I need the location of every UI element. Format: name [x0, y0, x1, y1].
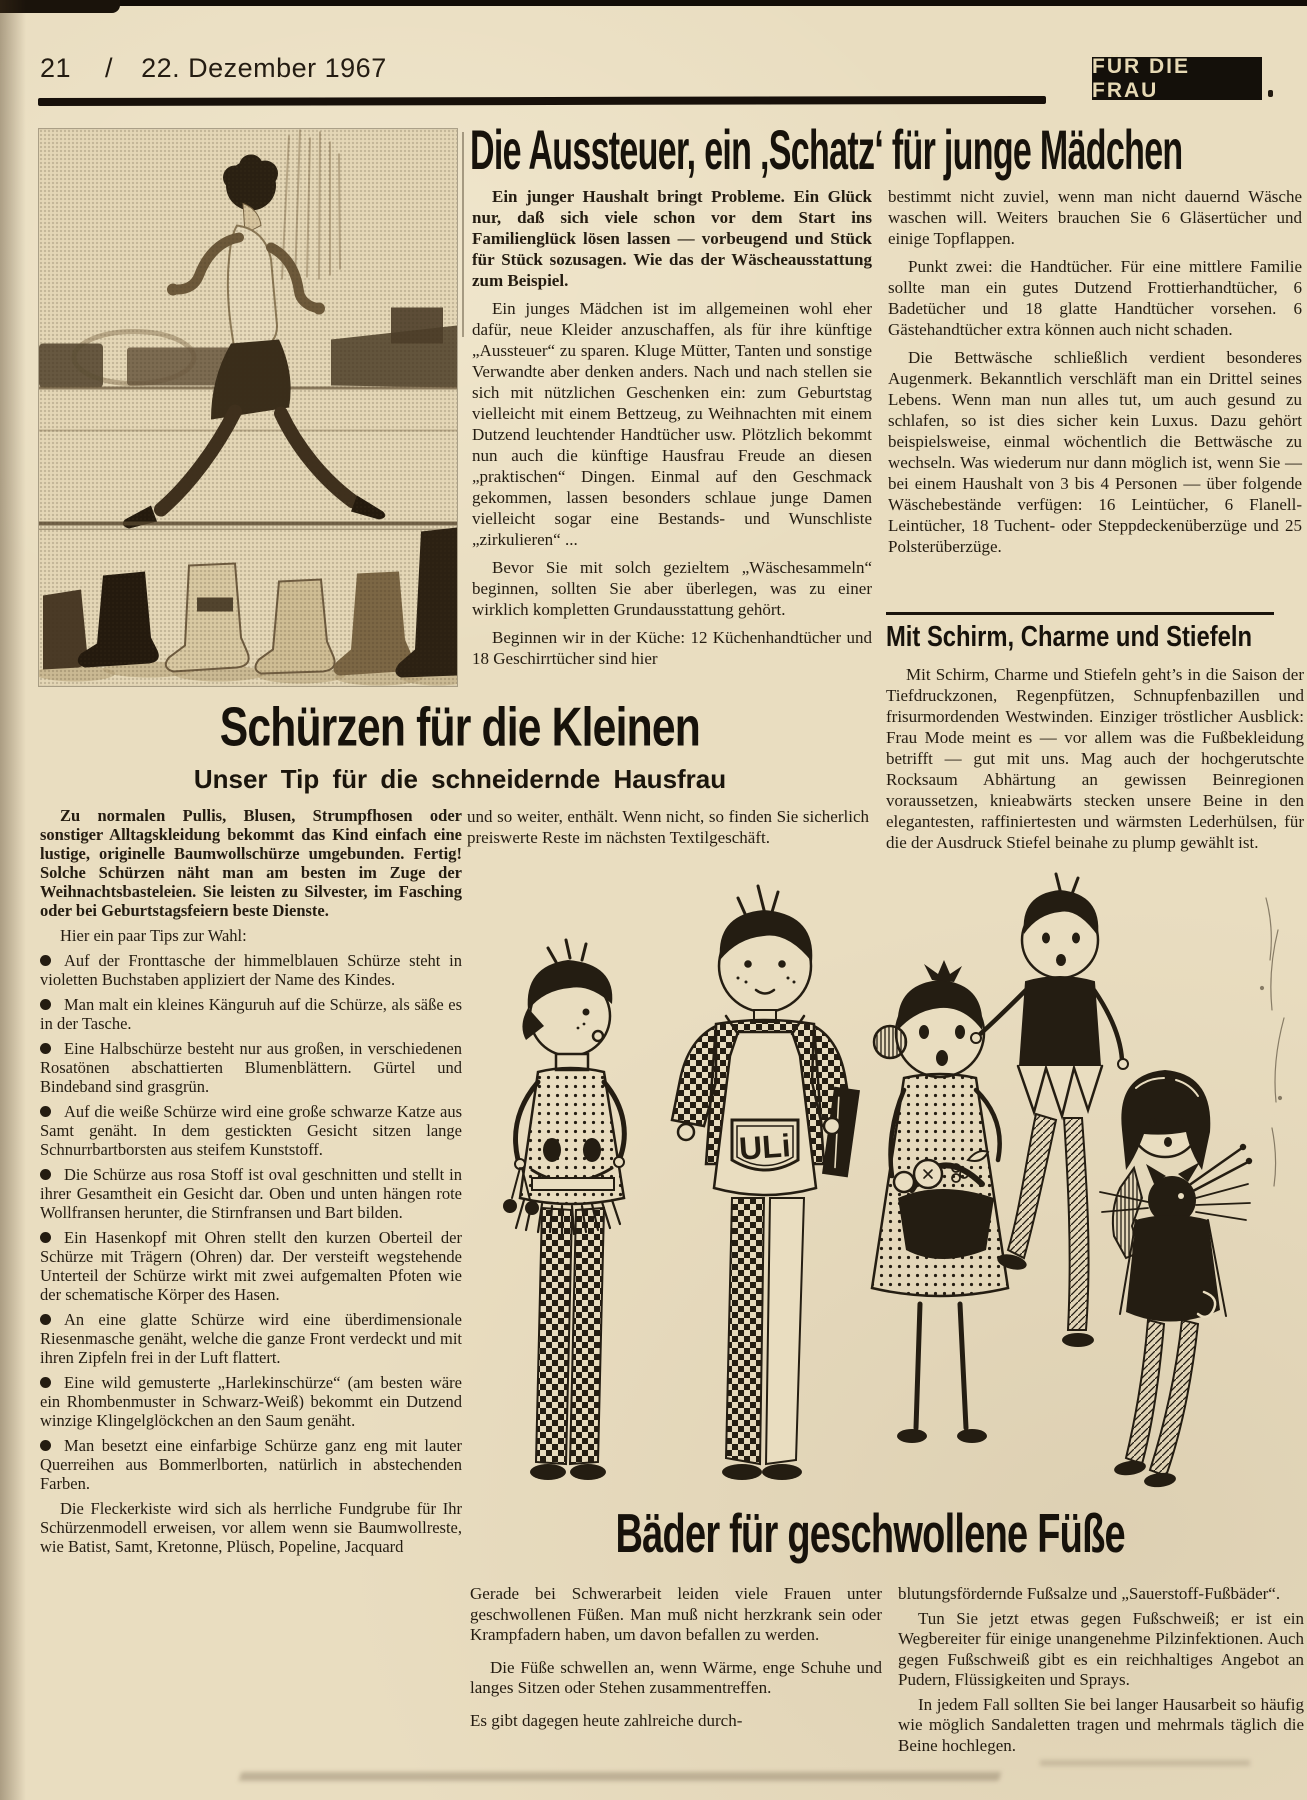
headline-baeder: Bäder für geschwollene Füße [615, 1502, 1125, 1565]
scan-left-shadow [0, 0, 26, 1800]
headline-schuerzen: Schürzen für die Kleinen [219, 696, 701, 759]
boots-photo [38, 128, 458, 687]
badge-period-mark [1268, 90, 1273, 97]
schuerzen-column-left [40, 806, 462, 1562]
aussteuer-column-left [472, 186, 872, 676]
subhead-schuerzen: Unser Tip für die schneidernde Hausfrau [193, 764, 727, 794]
child-boy-uli-apron [672, 886, 860, 1480]
masthead-separator: / [105, 53, 114, 83]
tip-item: Eine Halbschürze besteht nur aus großen, in verschiedenen Rosatönen abschattierten Blumenblättern. Gürtel und Bindeband sind grasgrün. [40, 1039, 462, 1096]
paragraph: bestimmt nicht zuviel, wenn man nicht dauernd Wäsche waschen will. Weiters brauchen Sie 6 Gläsertücher und einige Topflappen. [888, 187, 1302, 248]
headline-schirm: Mit Schirm, Charme und Stiefeln [886, 621, 1253, 653]
children-illustration [420, 868, 1307, 1496]
tip-item: Man malt ein kleines Känguruh auf die Schürze, als säße es in der Tasche. [40, 995, 462, 1033]
paper-scratches [1261, 898, 1285, 1186]
closing-paragraph: Die Fleckerkiste wird sich als herrliche Fundgrube für Ihr Schürzenmodell erweisen, vor allem wenn sie Baumwollreste, wie Batist, Samt, Kretonne, Plüsch, Popeline, Jacquard [40, 1499, 462, 1556]
schuerzen-column-middle [467, 806, 869, 855]
print-bleed-smudge [239, 1772, 1001, 1781]
schirm-column [886, 664, 1304, 860]
tip-item: Die Schürze aus rosa Stoff ist oval geschnitten und stellt in ihrer Gesamtheit ein Gesicht dar. Oben und unten hängen rote Wollfransen herunter, die Stirnfransen und Bart bilden. [40, 1165, 462, 1222]
baeder-column-left [470, 1584, 882, 1743]
tip-item: Ein Hasenkopf mit Ohren stellt den kurzen Oberteil der Schürze mit Trägern (Ohren) dar. Der versteift wegstehende Unterteil der Schürze wirkt mit zwei aufgemalten Pfoten wie der schematische Körper des Hasen. [40, 1228, 462, 1304]
masthead-rule [38, 96, 1046, 106]
apron-name-label: ULi [737, 1127, 792, 1167]
bullet-icon [40, 1106, 51, 1117]
tip-item: Auf der Fronttasche der himmelblauen Schürze steht in violetten Buchstaben appliziert der Name des Kindes. [40, 951, 462, 989]
child-girl-cat-apron [1100, 1070, 1252, 1489]
paragraph: In jedem Fall sollten Sie bei langer Hausarbeit so häufig wie möglich Sandaletten tragen und mehrmals täglich die Beine hochlegen. [898, 1694, 1304, 1755]
bullet-icon [40, 1314, 51, 1325]
paragraph: und so weiter, enthält. Wenn nicht, so finden Sie sicherlich preiswerte Reste im nächsten Textilgeschäft. [467, 807, 869, 847]
paragraph: Die Füße schwellen an, wenn Wärme, enge Schuhe und langes Sitzen oder Stehen zusammentreffen. [470, 1657, 882, 1697]
paragraph: Beginnen wir in der Küche: 12 Küchenhandtücher und 18 Geschirrtücher sind hier [472, 628, 872, 668]
bullet-icon [40, 1377, 51, 1388]
scan-top-edge [0, 0, 1307, 6]
paragraph: Tun Sie jetzt etwas gegen Fußschweiß; er ist ein Wegbereiter für einige unangenehme Pilzinfektionen. Auch gegen Fußschweiß gibt es ein reichhaltiges Angebot an Pudern, Flüssigkeiten und Sprays. [898, 1608, 1304, 1689]
tip-item: Eine wild gemusterte „Harlekinschürze“ (am besten wäre ein Rhombenmuster in Schwarz-Weiß) bekommt ein Dutzend winzige Klingelglöckchen an den Saum genäht. [40, 1373, 462, 1430]
tips-intro: Hier ein paar Tips zur Wahl: [60, 926, 247, 945]
boots-photo-illustration [39, 129, 457, 686]
bullet-icon [40, 1440, 51, 1451]
scan-fold-line [462, 132, 464, 337]
lead-paragraph: Ein junger Haushalt bringt Probleme. Ein Glück nur, daß sich viele schon vor dem Start ins Familienglück lösen lassen — vorbeugend und Stück für Stück sozusagen. Wie das der Wäscheausstattung zum Beispiel. [472, 187, 872, 290]
paragraph: blutungsfördernde Fußsalze und „Sauerstoff-Fußbäder“. [898, 1584, 1281, 1603]
paragraph: Ein junges Mädchen ist im allgemeinen wohl eher dafür, neue Kleider anzuschaffen, als für ihre künftige „Aussteuer“ zu sparen. Kluge Mütter, Tanten und sonstige Verwandte aber denken anders. Nach und nach stellen sie sich mit nützlichen Geschenken ein: zum Geburtstag vielleicht mit einem Bettzeug, zu Weihnachten mit einem Dutzend leuchtender Handtücher usw. Plötzlich bekommt nun auch die künftige Hausfrau Freude an diesen „praktischen“ Dingen. Einmal auf den Geschmack gekommen, lassen besonders schlaue junge Damen vielleicht sogar eine Bestands- und Wunschliste „zirkulieren“ ... [472, 299, 872, 549]
masthead [40, 53, 387, 84]
paragraph: Es gibt dagegen heute zahlreiche durch- [470, 1710, 743, 1730]
tip-item: Auf die weiße Schürze wird eine große schwarze Katze aus Samt genäht. In dem gestickten Gesicht sitzen lange Schnurrbartborsten aus steifem Kunststoff. [40, 1102, 462, 1159]
paragraph: Bevor Sie mit solch gezieltem „Wäschesammeln“ beginnen, sollten Sie aber überlegen, was zu einer wirklich kompletten Grundausstattung gehört. [472, 558, 872, 619]
paragraph: Gerade bei Schwerarbeit leiden viele Frauen unter geschwollenen Füßen. Man muß nicht herzkrank sein oder Krampfadern haben, um davon befallen zu werden. [470, 1584, 882, 1644]
baeder-column-right [898, 1584, 1304, 1760]
bullet-icon [40, 1232, 51, 1243]
child-girl-fruit-basket [872, 960, 1008, 1443]
paragraph: Die Bettwäsche schließlich verdient besonderes Augenmerk. Bekanntlich verschläft man ein Drittel seines Lebens. Wenn man nun alles tut, um auch gesund zu schlafen, so ist dies sicher kein Luxus. Dazu gehört beispielsweise, einmal wöchentlich die Bettwäsche zu wechseln. Was wiederum nur dann möglich ist, wenn Sie — bei einem Haushalt von 3 bis 4 Personen — über folgende Wäschebestände verfügen: 16 Leintücher, 6 Flanell-Leintücher, 18 Tuchent- oder Steppdeckenüberzüge und 25 Polsterüberzüge. [888, 348, 1302, 556]
aussteuer-column-right [888, 186, 1302, 564]
issue-date: 22. Dezember 1967 [141, 53, 387, 83]
headline-aussteuer: Die Aussteuer, ein ‚Schatz‘ für junge Mädchen [470, 118, 1183, 182]
print-bleed-smudge [1040, 1760, 1250, 1766]
paragraph: Mit Schirm, Charme und Stiefeln geht’s in die Saison der Tiefdruckzonen, Regenpfützen, Schnupfenbazillen und frisurmordenden Westwinden. Einziger tröstlicher Ausblick: Frau Mode meint es — vor allem was die Fußbekleidung betrifft — gut mit uns. Mag auch der hochgerutschte Rocksaum Abhärtung an gewissen Beinregionen voraussetzen, knieabwärts stecken unsere Beine in den elegantesten, raffiniertesten und wärmsten Lederhülsen, für die der Ausdruck Stiefel beinahe zu plump gewählt ist. [886, 665, 1304, 852]
page-number: 21 [40, 53, 72, 83]
lead-paragraph: Zu normalen Pullis, Blusen, Strumpfhosen oder sonstiger Alltagskleidung bekommt das Kind einfach eine lustige, originelle Baumwollschürze umgebunden. Fertig! Solche Schürzen näht man am besten im Zuge der Weihnachtsbasteleien. Sie leisten zu Silvester, im Fasching oder bei Geburtstagsfeiern beste Dienste. [40, 806, 462, 920]
section-badge: FÜR DIE FRAU [1092, 57, 1262, 100]
tip-item: Man besetzt eine einfarbige Schürze ganz eng mit lauter Querreihen aus Bommerlborten, natürlich in abstechenden Farben. [40, 1436, 462, 1493]
child-boy-fringe-apron [503, 940, 624, 1480]
bullet-icon [40, 955, 51, 966]
bullet-icon [40, 1043, 51, 1054]
section-rule [886, 612, 1274, 615]
children-aprons-illustration [420, 868, 1307, 1496]
tip-item: An eine glatte Schürze wird eine überdimensionale Riesenmasche genäht, welche die ganze Front verdeckt und mit ihren Zipfeln frei in der Luft flattert. [40, 1310, 462, 1367]
bullet-icon [40, 1169, 51, 1180]
paragraph: Punkt zwei: die Handtücher. Für eine mittlere Familie sollte man ein gutes Dutzend Frottierhandtücher, 6 Badetücher und 18 glatte Handtücher vorsehen. 6 Gästehandtücher extra können auch nicht schaden. [888, 257, 1302, 339]
bullet-icon [40, 999, 51, 1010]
